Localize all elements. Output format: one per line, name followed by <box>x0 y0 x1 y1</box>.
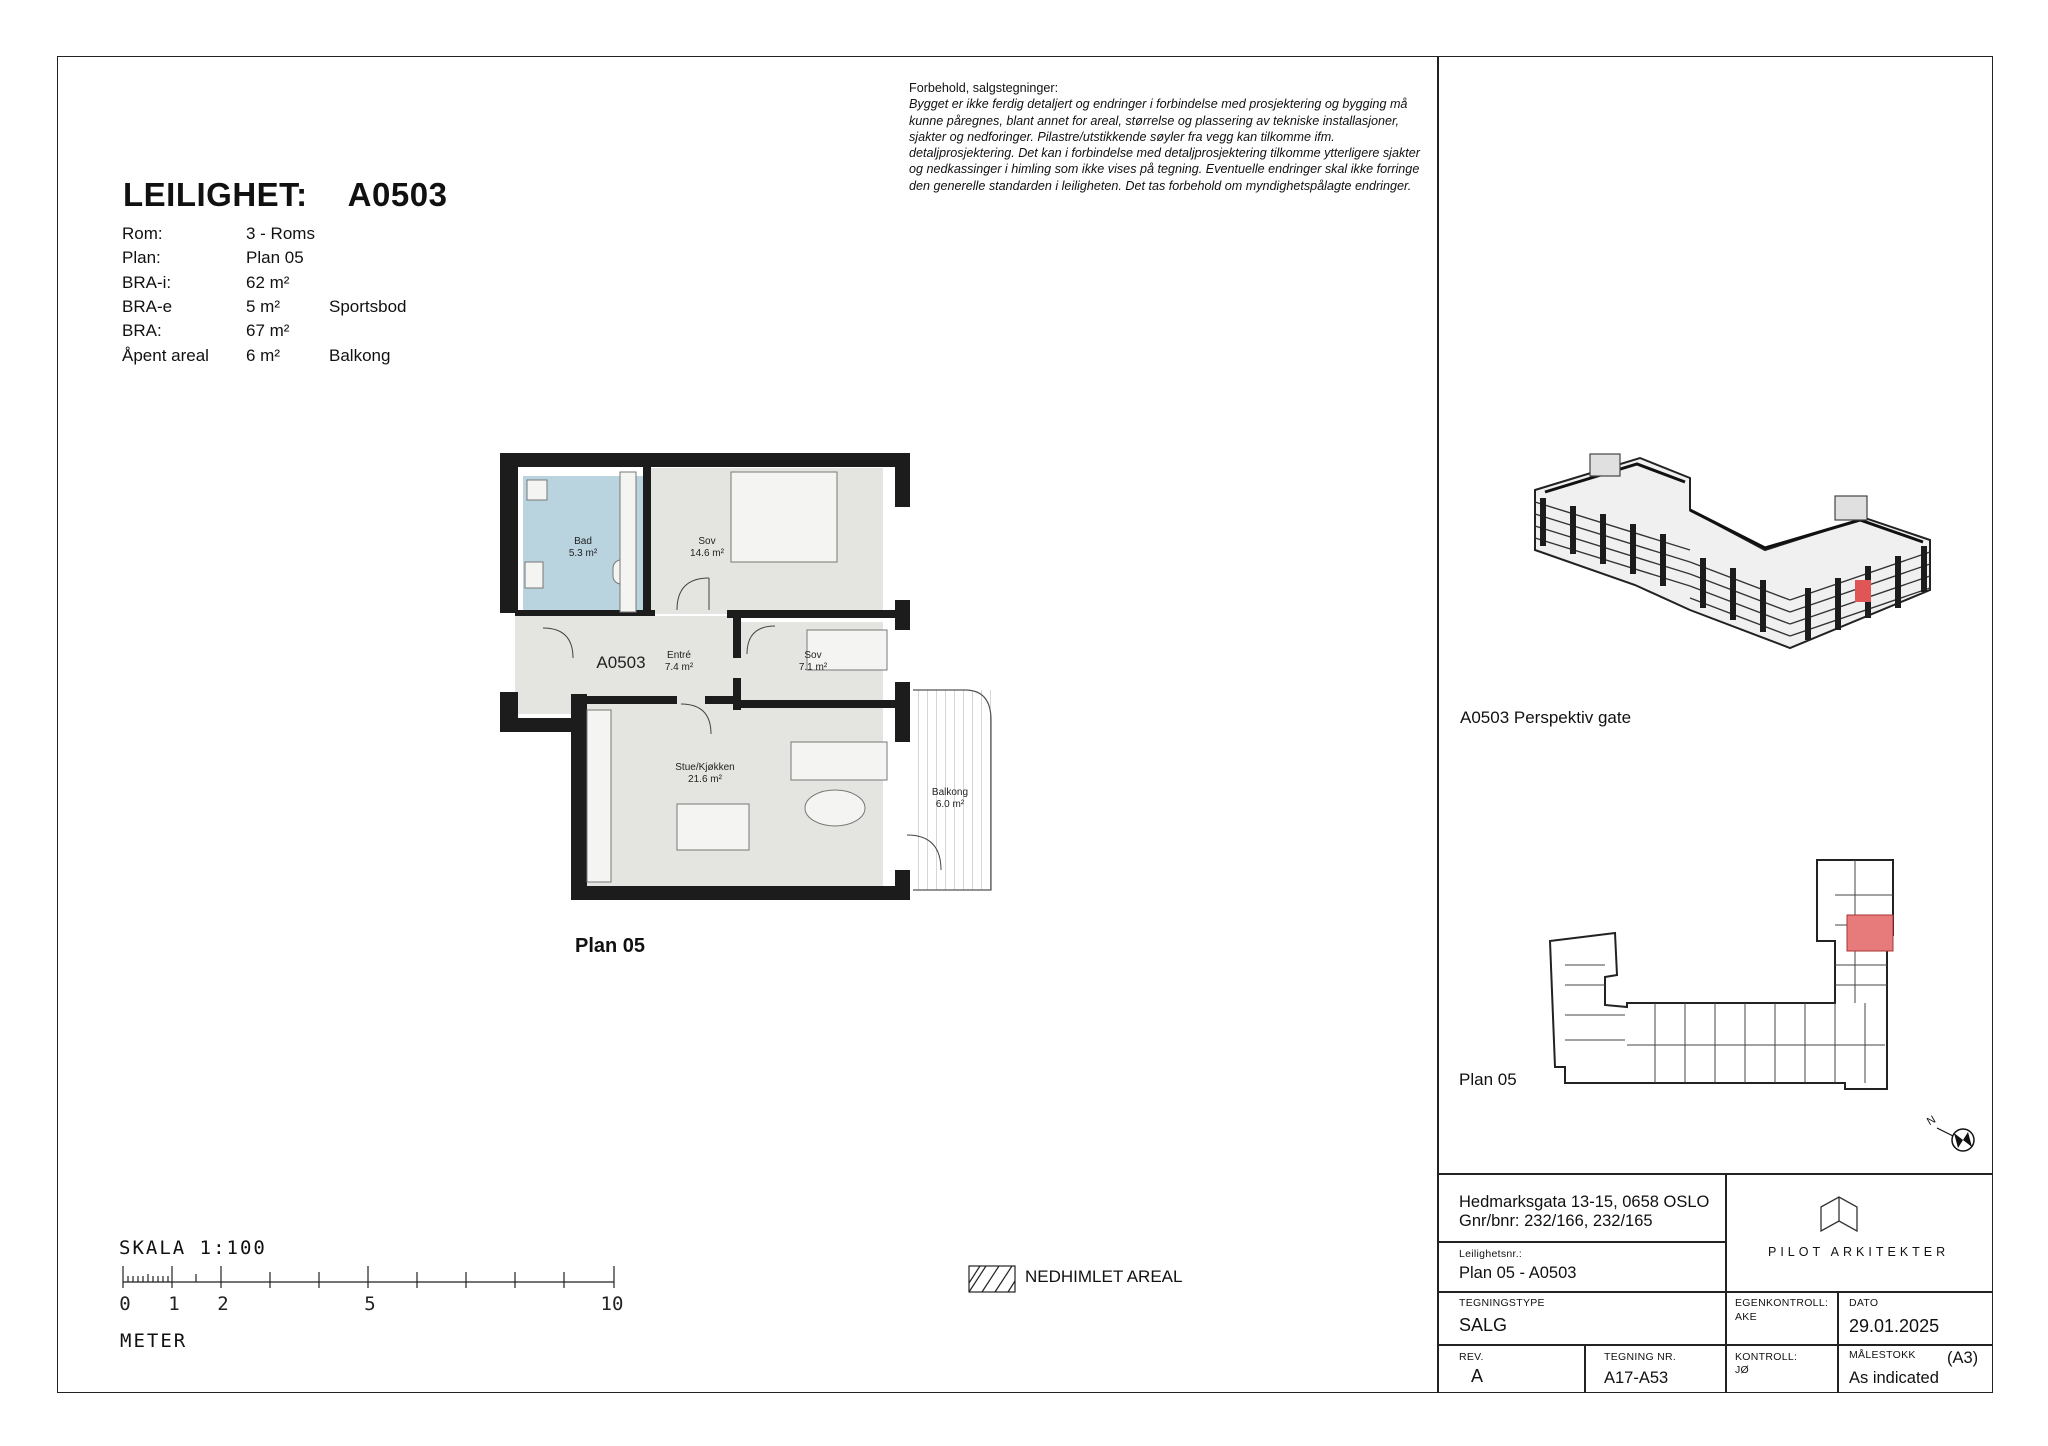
paper-format: (A3) <box>1947 1349 1979 1367</box>
unit-label: A0503 <box>596 653 646 672</box>
apartment-info-table <box>122 222 407 368</box>
unit-number-value: Plan 05 - A0503 <box>1459 1264 1577 1282</box>
rooftop-unit <box>1835 496 1867 520</box>
double-bed <box>731 472 837 562</box>
apartment-title-label: LEILIGHET: <box>123 176 308 213</box>
north-arrow-icon <box>1925 1110 1981 1158</box>
building-perspective <box>1515 440 1935 730</box>
kitchen-counter <box>587 710 611 882</box>
room-area-bad: 5.3 m² <box>568 548 598 559</box>
room-label-sov: Sov <box>698 536 716 547</box>
info-row <box>122 222 407 246</box>
scale-tick-label: 0 <box>119 1293 131 1315</box>
drawing-number-value: A17-A53 <box>1604 1369 1669 1387</box>
revision-value: A <box>1471 1366 1484 1386</box>
firm-name: PILOT ARKITEKTER <box>1768 1245 1950 1259</box>
info-note <box>329 246 407 270</box>
room-label-bad: Bad <box>574 536 592 547</box>
drawing-number-label: TEGNING NR. <box>1604 1351 1677 1363</box>
info-label: BRA-e <box>122 297 173 317</box>
room-label-balkong: Balkong <box>931 787 969 798</box>
room-area-stue: 21.6 m² <box>688 774 722 785</box>
revision-label: REV. <box>1459 1351 1484 1363</box>
disclaimer-text: Bygget er ikke ferdig detaljert og endringer i forbindelse med prosjektering og bygging må kunne påregnes, blant annet for areal, størrelse og plassering av tekniske installasjoner, sjakter og nedforinger. Pilastre/utstikkende søyler fra vegg kan tilkomme ifm. detaljprosjektering. Det kan i forbindelse med detaljprosjektering tilkomme ytterligere sjakter og nedkassinger i himling som ikke vises på tegning. Eventuelle endringer skal ikke forringe den generelle standarden i leiligheten. Det tas forbehold om myndighetspålagte endringer. <box>909 97 1420 193</box>
scale-tick-label: 2 <box>217 1293 229 1315</box>
scale-tick-label: 1 <box>168 1293 180 1315</box>
scale-value-tb: As indicated <box>1849 1369 1939 1387</box>
project-address: Hedmarksgata 13-15, 0658 OSLO <box>1459 1193 1710 1211</box>
scale-bar <box>118 1258 638 1318</box>
room-label-entre: Entré <box>667 650 691 661</box>
room-label-stue: Stue/Kjøkken <box>675 762 735 773</box>
scale-tick-label: 5 <box>364 1293 376 1315</box>
info-value: 5 m² <box>246 297 280 317</box>
room-label-sov2: Sov <box>804 650 822 661</box>
info-value: 3 - Roms <box>246 224 315 244</box>
apartment-highlight <box>1855 580 1871 602</box>
info-note <box>329 319 407 343</box>
shower <box>527 480 547 500</box>
scale-label: SKALA 1:100 <box>119 1237 267 1259</box>
drawing-type-value: SALG <box>1459 1315 1508 1335</box>
rooftop-unit <box>1590 454 1620 476</box>
date-value: 29.01.2025 <box>1849 1316 1940 1336</box>
disclaimer <box>909 80 1429 194</box>
date-label: DATO <box>1849 1297 1879 1309</box>
wardrobe <box>620 472 636 612</box>
info-label: BRA-i: <box>122 272 172 292</box>
property-number: Gnr/bnr: 232/166, 232/165 <box>1459 1212 1653 1230</box>
sofa <box>791 742 887 780</box>
info-note <box>329 271 407 295</box>
info-label: Plan: <box>122 248 161 268</box>
info-value: 67 m² <box>246 321 290 341</box>
coffee-table <box>805 790 865 826</box>
control-value: JØ <box>1735 1364 1750 1376</box>
pilot-logo-icon <box>1819 1195 1859 1233</box>
key-plan <box>1545 855 1915 1095</box>
room-area-sov: 14.6 m² <box>690 548 724 559</box>
perspective-caption: A0503 Perspektiv gate <box>1460 708 1632 727</box>
info-label: Åpent areal <box>122 345 209 365</box>
info-row <box>122 343 407 367</box>
svg-text:N: N <box>1925 1113 1938 1129</box>
self-check-value: AKE <box>1735 1311 1757 1323</box>
room-area-balkong: 6.0 m² <box>935 799 965 810</box>
dining-table <box>677 804 749 850</box>
scale-unit: METER <box>120 1330 188 1352</box>
room-area-sov2: 7.1 m² <box>798 662 828 673</box>
apartment-highlight <box>1847 915 1893 951</box>
floor-plan-caption: Plan 05 <box>575 935 646 957</box>
info-value: 62 m² <box>246 272 290 292</box>
room-area-entre: 7.4 m² <box>664 662 694 673</box>
info-note <box>329 222 407 246</box>
info-label: BRA: <box>122 321 162 341</box>
info-value: 6 m² <box>246 345 280 365</box>
keyplan-caption: Plan 05 <box>1459 1070 1517 1089</box>
title-block <box>1437 1173 1993 1393</box>
legend-label: NEDHIMLET AREAL <box>1025 1267 1183 1286</box>
apartment-title <box>123 176 447 214</box>
info-row <box>122 246 407 270</box>
sink <box>525 562 543 588</box>
scale-tick-label: 10 <box>600 1293 624 1315</box>
info-value: Plan 05 <box>246 248 304 268</box>
info-note: Balkong <box>329 345 391 365</box>
unit-number-label: Leilighetsnr.: <box>1459 1248 1523 1260</box>
scale-label-tb: MÅLESTOKK <box>1849 1349 1916 1361</box>
control-label: KONTROLL: <box>1735 1351 1798 1363</box>
apartment-number: A0503 <box>347 176 448 213</box>
floor-plan <box>495 450 1015 910</box>
info-row <box>122 271 407 295</box>
info-label: Rom: <box>122 224 163 244</box>
info-row <box>122 319 407 343</box>
self-check-label: EGENKONTROLL: <box>1735 1297 1829 1309</box>
info-row <box>122 295 407 319</box>
drawing-type-label: TEGNINGSTYPE <box>1459 1297 1545 1309</box>
hatch-legend-icon <box>968 1265 1018 1295</box>
info-note: Sportsbod <box>329 297 407 317</box>
disclaimer-heading: Forbehold, salgstegninger: <box>909 81 1059 95</box>
